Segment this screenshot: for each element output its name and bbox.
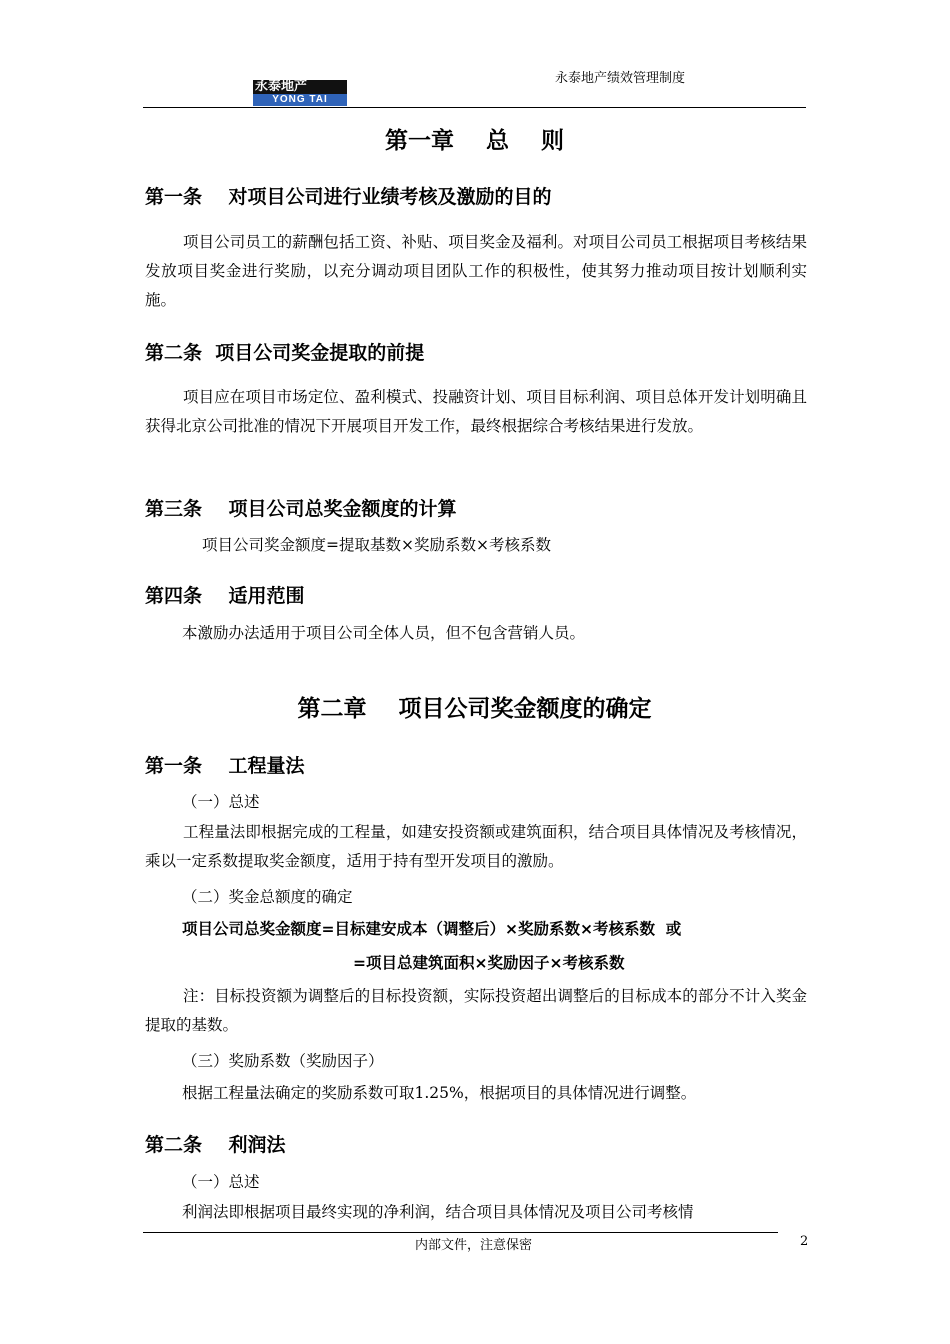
- ch1-article-2-heading: 第二条 项目公司奖金提取的前提: [145, 342, 425, 364]
- ch2-article-1-sub-2: （二）奖金总额度的确定: [182, 888, 353, 906]
- ch2-article-1-body-3: 根据工程量法确定的奖励系数可取1.25%，根据项目的具体情况进行调整。: [182, 1084, 697, 1102]
- ch2-article-1-body-1: 工程量法即根据完成的工程量，如建安投资额或建筑面积，结合项目具体情况及考核情况，乘以一定系数提取奖金额度，适用于持有型开发项目的激励。: [145, 823, 807, 870]
- ch2-article-2-body-1: 利润法即根据项目最终实现的净利润，结合项目具体情况及项目公司考核情: [182, 1203, 694, 1221]
- ch2-article-1-heading: 第一条 工程量法: [145, 755, 305, 777]
- ch2-article-1-note: 注：目标投资额为调整后的目标投资额，实际投资超出调整后的目标成本的部分不计入奖金提取的基数。: [145, 987, 807, 1034]
- ch1-article-2-body: 项目应在项目市场定位、盈利模式、投融资计划、项目目标利润、项目总体开发计划明确且获得北京公司批准的情况下开展项目开发工作，最终根据综合考核结果进行发放。: [145, 388, 807, 435]
- header-rule: [143, 107, 806, 108]
- ch2-formula-line-1: 项目公司总奖金额度=目标建安成本（调整后）×奖励系数×考核系数 或: [182, 920, 682, 938]
- ch2-article-1-sub-3: （三）奖励系数（奖励因子）: [182, 1052, 384, 1070]
- ch1-article-3-formula: 项目公司奖金额度=提取基数×奖励系数×考核系数: [202, 536, 551, 554]
- ch1-article-1-heading: 第一条 对项目公司进行业绩考核及激励的目的: [145, 186, 552, 208]
- chapter-2-title: 第二章 项目公司奖金额度的确定: [297, 696, 652, 722]
- logo-english-text: YONG TAI: [253, 94, 347, 106]
- ch2-formula-line-2: =项目总建筑面积×奖励因子×考核系数: [353, 954, 625, 972]
- footer-confidential-text: 内部文件，注意保密: [415, 1238, 533, 1253]
- ch1-article-4-heading: 第四条 适用范围: [145, 585, 305, 607]
- ch1-article-4-body: 本激励办法适用于项目公司全体人员，但不包含营销人员。: [182, 624, 586, 642]
- header-title: 永泰地产绩效管理制度: [555, 71, 686, 86]
- ch2-article-2-heading: 第二条 利润法: [145, 1134, 286, 1156]
- company-logo: [253, 80, 347, 106]
- ch2-article-2-sub-1: （一）总述: [182, 1173, 260, 1191]
- chapter-1-title: 第一章 总 则: [384, 128, 565, 154]
- ch1-article-1-body: 项目公司员工的薪酬包括工资、补贴、项目奖金及福利。对项目公司员工根据项目考核结果发放项目奖金进行奖励，以充分调动项目团队工作的积极性，使其努力推动项目按计划顺利实施。: [145, 233, 807, 309]
- ch2-article-1-sub-1: （一）总述: [182, 793, 260, 811]
- logo-chinese-text: 永泰地产: [255, 80, 308, 94]
- footer-rule: [143, 1232, 778, 1233]
- page-number: 2: [800, 1234, 809, 1249]
- ch1-article-3-heading: 第三条 项目公司总奖金额度的计算: [145, 498, 457, 520]
